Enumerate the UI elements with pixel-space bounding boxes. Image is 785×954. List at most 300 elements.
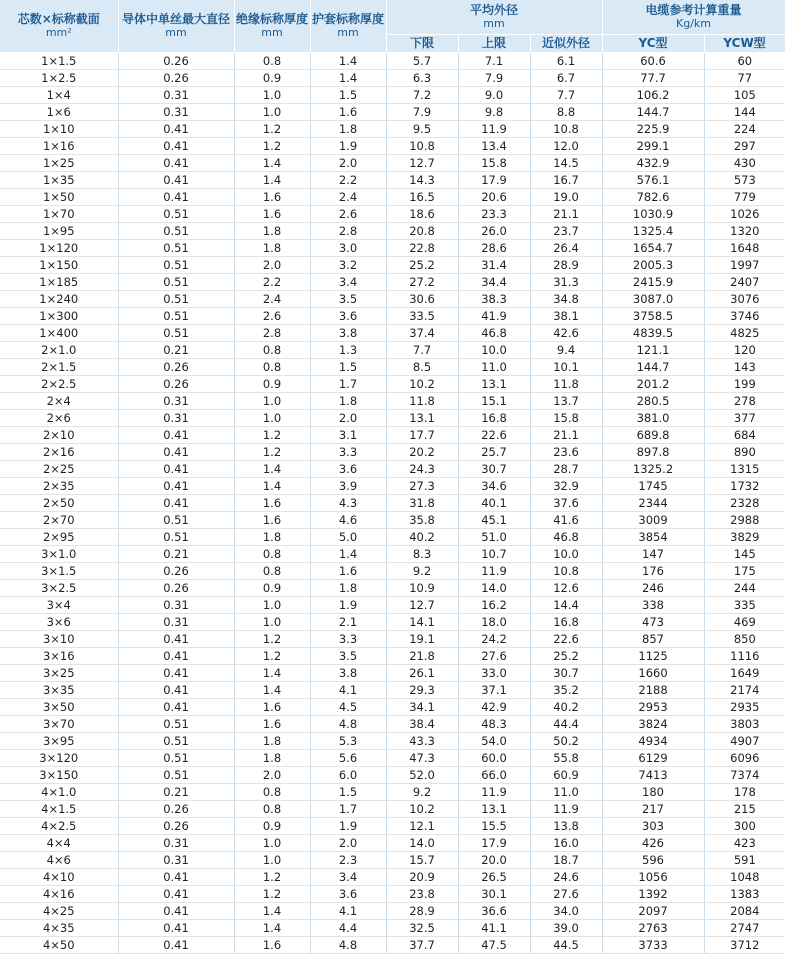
sheath-cell: 1.8 <box>310 580 386 597</box>
ycw-weight-cell: 423 <box>704 835 785 852</box>
table-row <box>0 87 785 104</box>
approx-cell: 32.9 <box>530 478 602 495</box>
yc-weight-cell: 857 <box>602 631 704 648</box>
table-row <box>0 682 785 699</box>
ycw-weight-cell: 178 <box>704 784 785 801</box>
lower-cell: 22.8 <box>386 240 458 257</box>
yc-weight-cell: 689.8 <box>602 427 704 444</box>
approx-cell: 39.0 <box>530 920 602 937</box>
conductor-cell: 0.41 <box>118 478 234 495</box>
conductor-cell: 0.51 <box>118 733 234 750</box>
conductor-cell: 0.31 <box>118 852 234 869</box>
sheath-cell: 4.3 <box>310 495 386 512</box>
table-row <box>0 614 785 631</box>
lower-cell: 7.9 <box>386 104 458 121</box>
yc-weight-cell: 426 <box>602 835 704 852</box>
spec-cell: 1×400 <box>0 325 118 342</box>
table-row <box>0 563 785 580</box>
table-row <box>0 444 785 461</box>
lower-cell: 8.5 <box>386 359 458 376</box>
spec-cell: 2×25 <box>0 461 118 478</box>
approx-cell: 38.1 <box>530 308 602 325</box>
upper-cell: 24.2 <box>458 631 530 648</box>
conductor-cell: 0.41 <box>118 495 234 512</box>
spec-cell: 1×25 <box>0 155 118 172</box>
table-body <box>0 53 785 954</box>
insulation-cell: 1.0 <box>234 410 310 427</box>
ycw-weight-cell: 215 <box>704 801 785 818</box>
lower-cell: 10.2 <box>386 376 458 393</box>
spec-cell: 3×35 <box>0 682 118 699</box>
sheath-cell: 1.9 <box>310 597 386 614</box>
yc-weight-cell: 7413 <box>602 767 704 784</box>
yc-weight-cell: 473 <box>602 614 704 631</box>
upper-cell: 37.1 <box>458 682 530 699</box>
spec-cell: 1×240 <box>0 291 118 308</box>
lower-cell: 17.7 <box>386 427 458 444</box>
conductor-cell: 0.51 <box>118 291 234 308</box>
yc-weight-cell: 1325.2 <box>602 461 704 478</box>
sheath-cell: 3.4 <box>310 274 386 291</box>
insulation-cell: 1.6 <box>234 699 310 716</box>
approx-cell: 21.1 <box>530 206 602 223</box>
approx-cell: 15.8 <box>530 410 602 427</box>
yc-weight-cell: 2344 <box>602 495 704 512</box>
approx-cell: 25.2 <box>530 648 602 665</box>
sheath-cell: 3.3 <box>310 444 386 461</box>
spec-cell: 1×70 <box>0 206 118 223</box>
spec-cell: 3×50 <box>0 699 118 716</box>
insulation-cell: 0.8 <box>234 342 310 359</box>
yc-weight-cell: 1056 <box>602 869 704 886</box>
table-row <box>0 308 785 325</box>
spec-cell: 3×70 <box>0 716 118 733</box>
sheath-cell: 3.6 <box>310 308 386 325</box>
yc-weight-cell: 4934 <box>602 733 704 750</box>
lower-cell: 40.2 <box>386 529 458 546</box>
spec-cell: 3×2.5 <box>0 580 118 597</box>
sheath-cell: 3.8 <box>310 665 386 682</box>
conductor-cell: 0.51 <box>118 529 234 546</box>
ycw-weight-cell: 145 <box>704 546 785 563</box>
spec-cell: 3×150 <box>0 767 118 784</box>
conductor-cell: 0.21 <box>118 546 234 563</box>
insulation-cell: 1.0 <box>234 835 310 852</box>
ycw-weight-cell: 297 <box>704 138 785 155</box>
insulation-cell: 2.2 <box>234 274 310 291</box>
conductor-cell: 0.51 <box>118 257 234 274</box>
table-row <box>0 257 785 274</box>
upper-cell: 33.0 <box>458 665 530 682</box>
insulation-cell: 1.2 <box>234 631 310 648</box>
sheath-cell: 1.5 <box>310 87 386 104</box>
lower-cell: 37.4 <box>386 325 458 342</box>
insulation-header-unit: mm <box>261 26 283 39</box>
ycw-weight-cell: 3712 <box>704 937 785 954</box>
lower-cell: 52.0 <box>386 767 458 784</box>
table-row <box>0 716 785 733</box>
sheath-cell: 5.6 <box>310 750 386 767</box>
table-header <box>0 0 785 53</box>
spec-cell: 4×50 <box>0 937 118 954</box>
ycw-weight-cell: 779 <box>704 189 785 206</box>
upper-cell: 16.2 <box>458 597 530 614</box>
approx-cell: 37.6 <box>530 495 602 512</box>
ycw-weight-cell: 2174 <box>704 682 785 699</box>
conductor-cell: 0.31 <box>118 393 234 410</box>
spec-cell: 1×150 <box>0 257 118 274</box>
diameter-header <box>386 0 602 35</box>
yc-weight-cell: 897.8 <box>602 444 704 461</box>
lower-cell: 47.3 <box>386 750 458 767</box>
sheath-cell: 2.0 <box>310 155 386 172</box>
upper-cell: 31.4 <box>458 257 530 274</box>
upper-cell: 27.6 <box>458 648 530 665</box>
insulation-header-label: 绝缘标称厚度 <box>235 12 308 26</box>
ycw-weight-cell: 377 <box>704 410 785 427</box>
table-row <box>0 393 785 410</box>
insulation-cell: 1.6 <box>234 495 310 512</box>
approx-cell: 28.9 <box>530 257 602 274</box>
approx-cell: 6.1 <box>530 53 602 70</box>
ycw-weight-cell: 6096 <box>704 750 785 767</box>
conductor-cell: 0.51 <box>118 325 234 342</box>
table-row <box>0 920 785 937</box>
sheath-cell: 1.6 <box>310 104 386 121</box>
sheath-cell: 1.4 <box>310 53 386 70</box>
table-row <box>0 206 785 223</box>
approx-cell: 10.8 <box>530 121 602 138</box>
table-row <box>0 784 785 801</box>
upper-cell: 48.3 <box>458 716 530 733</box>
yc-weight-cell: 576.1 <box>602 172 704 189</box>
spec-cell: 2×6 <box>0 410 118 427</box>
insulation-cell: 1.2 <box>234 886 310 903</box>
lower-cell: 27.3 <box>386 478 458 495</box>
approx-cell: 55.8 <box>530 750 602 767</box>
lower-cell: 33.5 <box>386 308 458 325</box>
upper-cell: 9.8 <box>458 104 530 121</box>
ycw-weight-cell: 335 <box>704 597 785 614</box>
spec-cell: 1×35 <box>0 172 118 189</box>
spec-header-unit: mm² <box>45 26 72 39</box>
ycw-weight-cell: 1732 <box>704 478 785 495</box>
lower-cell: 15.7 <box>386 852 458 869</box>
conductor-cell: 0.41 <box>118 172 234 189</box>
sheath-cell: 2.3 <box>310 852 386 869</box>
insulation-cell: 2.0 <box>234 257 310 274</box>
spec-cell: 2×1.0 <box>0 342 118 359</box>
yc-weight-cell: 432.9 <box>602 155 704 172</box>
ycw-weight-cell: 175 <box>704 563 785 580</box>
ycw-weight-cell: 4825 <box>704 325 785 342</box>
insulation-cell: 1.4 <box>234 461 310 478</box>
spec-cell: 1×2.5 <box>0 70 118 87</box>
sheath-cell: 3.9 <box>310 478 386 495</box>
conductor-cell: 0.51 <box>118 240 234 257</box>
upper-cell: 51.0 <box>458 529 530 546</box>
yc-weight-cell: 596 <box>602 852 704 869</box>
table-row <box>0 512 785 529</box>
upper-cell: 40.1 <box>458 495 530 512</box>
conductor-cell: 0.51 <box>118 223 234 240</box>
ycw-weight-cell: 1116 <box>704 648 785 665</box>
upper-cell: 17.9 <box>458 172 530 189</box>
table-row <box>0 104 785 121</box>
lower-cell: 35.8 <box>386 512 458 529</box>
spec-cell: 4×2.5 <box>0 818 118 835</box>
ycw-weight-cell: 430 <box>704 155 785 172</box>
yc-weight-cell: 2763 <box>602 920 704 937</box>
upper-cell: 47.5 <box>458 937 530 954</box>
table-row <box>0 903 785 920</box>
upper-cell: 38.3 <box>458 291 530 308</box>
ycw-weight-cell: 2084 <box>704 903 785 920</box>
upper-cell: 34.4 <box>458 274 530 291</box>
table-row <box>0 886 785 903</box>
diameter-header-label: 平均外径 <box>470 3 519 17</box>
conductor-cell: 0.31 <box>118 410 234 427</box>
sheath-cell: 1.4 <box>310 70 386 87</box>
upper-cell: 26.5 <box>458 869 530 886</box>
ycw-weight-cell: 105 <box>704 87 785 104</box>
approx-cell: 28.7 <box>530 461 602 478</box>
table-row <box>0 291 785 308</box>
upper-cell: 41.1 <box>458 920 530 937</box>
table-row <box>0 852 785 869</box>
spec-cell: 2×35 <box>0 478 118 495</box>
table-row <box>0 172 785 189</box>
approx-cell: 44.5 <box>530 937 602 954</box>
approx-cell: 35.2 <box>530 682 602 699</box>
approx-cell: 16.8 <box>530 614 602 631</box>
insulation-cell: 1.0 <box>234 614 310 631</box>
ycw-weight-cell: 1048 <box>704 869 785 886</box>
conductor-cell: 0.41 <box>118 682 234 699</box>
upper-cell: 20.0 <box>458 852 530 869</box>
insulation-cell: 1.2 <box>234 869 310 886</box>
spec-cell: 3×1.5 <box>0 563 118 580</box>
approx-cell: 60.9 <box>530 767 602 784</box>
yc-weight-cell: 144.7 <box>602 104 704 121</box>
conductor-cell: 0.41 <box>118 903 234 920</box>
ycw-weight-cell: 1997 <box>704 257 785 274</box>
approx-cell: 10.1 <box>530 359 602 376</box>
table-row <box>0 53 785 70</box>
insulation-cell: 1.4 <box>234 903 310 920</box>
spec-cell: 2×10 <box>0 427 118 444</box>
upper-cell: 30.7 <box>458 461 530 478</box>
table-row <box>0 818 785 835</box>
sheath-cell: 4.8 <box>310 937 386 954</box>
upper-cell: 26.0 <box>458 223 530 240</box>
upper-header: 上限 <box>458 35 530 53</box>
ycw-weight-cell: 224 <box>704 121 785 138</box>
sheath-cell: 1.6 <box>310 563 386 580</box>
table-row <box>0 733 785 750</box>
spec-cell: 1×95 <box>0 223 118 240</box>
yc-weight-cell: 77.7 <box>602 70 704 87</box>
insulation-cell: 2.4 <box>234 291 310 308</box>
spec-cell: 4×25 <box>0 903 118 920</box>
insulation-cell: 1.8 <box>234 240 310 257</box>
lower-cell: 37.7 <box>386 937 458 954</box>
conductor-cell: 0.26 <box>118 53 234 70</box>
yc-weight-cell: 280.5 <box>602 393 704 410</box>
insulation-cell: 0.8 <box>234 563 310 580</box>
lower-cell: 8.3 <box>386 546 458 563</box>
lower-cell: 14.1 <box>386 614 458 631</box>
spec-cell: 3×4 <box>0 597 118 614</box>
approx-cell: 24.6 <box>530 869 602 886</box>
ycw-weight-cell: 1649 <box>704 665 785 682</box>
yc-weight-cell: 2415.9 <box>602 274 704 291</box>
upper-cell: 54.0 <box>458 733 530 750</box>
lower-cell: 20.9 <box>386 869 458 886</box>
sheath-cell: 3.6 <box>310 886 386 903</box>
upper-cell: 10.7 <box>458 546 530 563</box>
upper-cell: 15.8 <box>458 155 530 172</box>
conductor-cell: 0.41 <box>118 920 234 937</box>
spec-cell: 3×120 <box>0 750 118 767</box>
upper-cell: 9.0 <box>458 87 530 104</box>
upper-cell: 25.7 <box>458 444 530 461</box>
conductor-cell: 0.26 <box>118 801 234 818</box>
approx-cell: 19.0 <box>530 189 602 206</box>
insulation-cell: 1.4 <box>234 920 310 937</box>
upper-cell: 10.0 <box>458 342 530 359</box>
lower-cell: 25.2 <box>386 257 458 274</box>
upper-cell: 15.1 <box>458 393 530 410</box>
conductor-cell: 0.26 <box>118 70 234 87</box>
conductor-cell: 0.51 <box>118 274 234 291</box>
conductor-cell: 0.51 <box>118 716 234 733</box>
approx-cell: 46.8 <box>530 529 602 546</box>
lower-cell: 19.1 <box>386 631 458 648</box>
sheath-cell: 3.5 <box>310 648 386 665</box>
upper-cell: 60.0 <box>458 750 530 767</box>
conductor-cell: 0.26 <box>118 580 234 597</box>
lower-cell: 23.8 <box>386 886 458 903</box>
insulation-cell: 1.0 <box>234 597 310 614</box>
conductor-cell: 0.41 <box>118 444 234 461</box>
ycw-weight-cell: 1648 <box>704 240 785 257</box>
sheath-cell: 1.7 <box>310 376 386 393</box>
spec-cell: 2×95 <box>0 529 118 546</box>
lower-cell: 9.2 <box>386 784 458 801</box>
upper-cell: 11.0 <box>458 359 530 376</box>
lower-cell: 20.2 <box>386 444 458 461</box>
sheath-cell: 4.5 <box>310 699 386 716</box>
conductor-cell: 0.41 <box>118 648 234 665</box>
upper-cell: 36.6 <box>458 903 530 920</box>
lower-cell: 38.4 <box>386 716 458 733</box>
spec-cell: 4×1.0 <box>0 784 118 801</box>
yc-weight-cell: 3087.0 <box>602 291 704 308</box>
upper-cell: 17.9 <box>458 835 530 852</box>
yc-weight-cell: 299.1 <box>602 138 704 155</box>
insulation-cell: 1.0 <box>234 393 310 410</box>
conductor-cell: 0.51 <box>118 206 234 223</box>
yc-weight-cell: 60.6 <box>602 53 704 70</box>
ycw-weight-cell: 3803 <box>704 716 785 733</box>
ycw-weight-cell: 591 <box>704 852 785 869</box>
yc-weight-cell: 303 <box>602 818 704 835</box>
upper-cell: 11.9 <box>458 784 530 801</box>
insulation-cell: 1.2 <box>234 138 310 155</box>
ycw-weight-cell: 77 <box>704 70 785 87</box>
insulation-cell: 0.9 <box>234 70 310 87</box>
ycw-weight-cell: 143 <box>704 359 785 376</box>
conductor-cell: 0.41 <box>118 427 234 444</box>
yc-weight-cell: 106.2 <box>602 87 704 104</box>
sheath-cell: 6.0 <box>310 767 386 784</box>
ycw-weight-cell: 1320 <box>704 223 785 240</box>
yc-weight-cell: 782.6 <box>602 189 704 206</box>
lower-cell: 14.3 <box>386 172 458 189</box>
conductor-cell: 0.31 <box>118 614 234 631</box>
approx-cell: 11.8 <box>530 376 602 393</box>
lower-cell: 5.7 <box>386 53 458 70</box>
sheath-cell: 4.6 <box>310 512 386 529</box>
approx-cell: 16.7 <box>530 172 602 189</box>
insulation-cell: 0.9 <box>234 376 310 393</box>
upper-cell: 14.0 <box>458 580 530 597</box>
lower-cell: 10.8 <box>386 138 458 155</box>
conductor-cell: 0.26 <box>118 376 234 393</box>
yc-weight-cell: 3009 <box>602 512 704 529</box>
weight-header <box>602 0 785 35</box>
approx-cell: 18.7 <box>530 852 602 869</box>
upper-cell: 11.9 <box>458 121 530 138</box>
insulation-cell: 0.8 <box>234 53 310 70</box>
approx-cell: 7.7 <box>530 87 602 104</box>
yc-header: YC型 <box>602 35 704 53</box>
yc-weight-cell: 176 <box>602 563 704 580</box>
yc-weight-cell: 217 <box>602 801 704 818</box>
spec-cell: 3×16 <box>0 648 118 665</box>
conductor-cell: 0.51 <box>118 308 234 325</box>
yc-weight-cell: 1125 <box>602 648 704 665</box>
table-row <box>0 325 785 342</box>
conductor-cell: 0.41 <box>118 138 234 155</box>
upper-cell: 18.0 <box>458 614 530 631</box>
sheath-header <box>310 0 386 53</box>
lower-cell: 20.8 <box>386 223 458 240</box>
upper-cell: 13.1 <box>458 376 530 393</box>
approx-cell: 22.6 <box>530 631 602 648</box>
table-row <box>0 835 785 852</box>
upper-cell: 28.6 <box>458 240 530 257</box>
yc-weight-cell: 6129 <box>602 750 704 767</box>
sheath-cell: 5.3 <box>310 733 386 750</box>
table-row <box>0 580 785 597</box>
sheath-cell: 3.1 <box>310 427 386 444</box>
ycw-weight-cell: 573 <box>704 172 785 189</box>
conductor-cell: 0.51 <box>118 750 234 767</box>
ycw-weight-cell: 2935 <box>704 699 785 716</box>
upper-cell: 11.9 <box>458 563 530 580</box>
yc-weight-cell: 1745 <box>602 478 704 495</box>
sheath-cell: 2.4 <box>310 189 386 206</box>
approx-cell: 11.9 <box>530 801 602 818</box>
approx-cell: 13.8 <box>530 818 602 835</box>
spec-cell: 4×35 <box>0 920 118 937</box>
ycw-weight-cell: 244 <box>704 580 785 597</box>
conductor-cell: 0.31 <box>118 835 234 852</box>
ycw-weight-cell: 120 <box>704 342 785 359</box>
table-row <box>0 155 785 172</box>
